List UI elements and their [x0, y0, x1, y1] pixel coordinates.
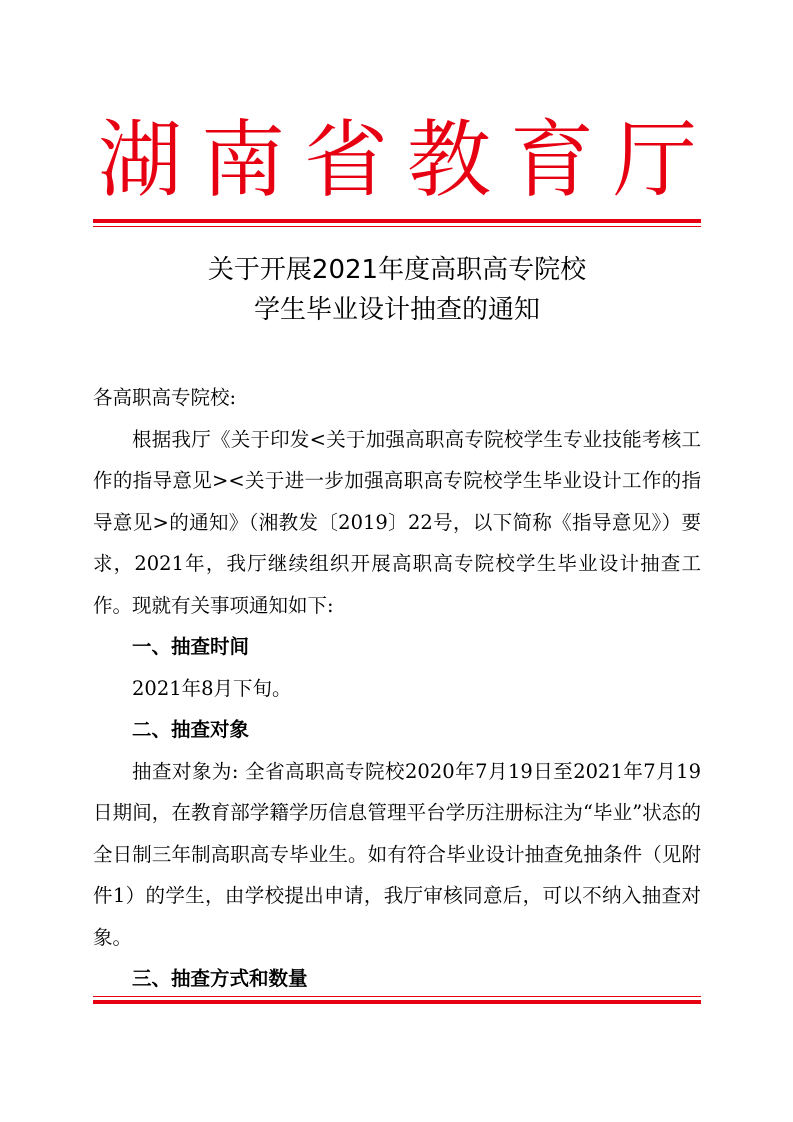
document-body	[93, 377, 701, 1000]
red-rule-top-thin	[93, 226, 701, 227]
section-heading-method: 三、抽查方式和数量	[132, 967, 308, 990]
red-rule-bottom-thick	[93, 1000, 701, 1004]
salutation: 各高职高专院校:	[93, 386, 237, 409]
masthead-char: 育	[509, 111, 594, 209]
title-line-2: 学生毕业设计抽查的通知	[253, 295, 540, 325]
document-title	[93, 250, 701, 330]
target-paragraph: 抽查对象为: 全省高职高专院校2020年7月19日至2021年7月19日期间，在教育部学籍学历信息管理平台学历注册标注为“毕业”状态的全日制三年制高职高专毕业生。如有符合毕业设计抽查免抽条件（见附件1）的学生，由学校提出申请，我厅审核同意后，可以不纳入抽查对象。	[93, 759, 701, 949]
section-heading-time: 一、抽查时间	[132, 635, 250, 658]
masthead-char: 省	[303, 111, 388, 209]
masthead-char: 厅	[612, 111, 697, 209]
masthead-char: 教	[406, 111, 491, 209]
title-line-1: 关于开展2021年度高职高专院校	[207, 255, 587, 285]
section-heading-target: 二、抽查对象	[132, 718, 250, 741]
masthead-issuer	[95, 110, 700, 210]
red-rule-bottom-thin	[93, 996, 701, 997]
masthead-char: 南	[200, 111, 285, 209]
time-paragraph: 2021年8月下旬。	[132, 676, 292, 700]
masthead-char: 湖	[97, 111, 182, 209]
red-rule-top-thick	[93, 219, 701, 223]
intro-paragraph: 根据我厅《关于印发<关于加强高职高专院校学生专业技能考核工作的指导意见><关于进一步加强高职高专院校学生毕业设计工作的指导意见>的通知》（湘教发〔2019〕22号，以下简称《指导意见》）要求，2021年，我厅继续组织开展高职高专院校学生毕业设计抽查工作。现就有关事项通知如下:	[93, 427, 701, 617]
